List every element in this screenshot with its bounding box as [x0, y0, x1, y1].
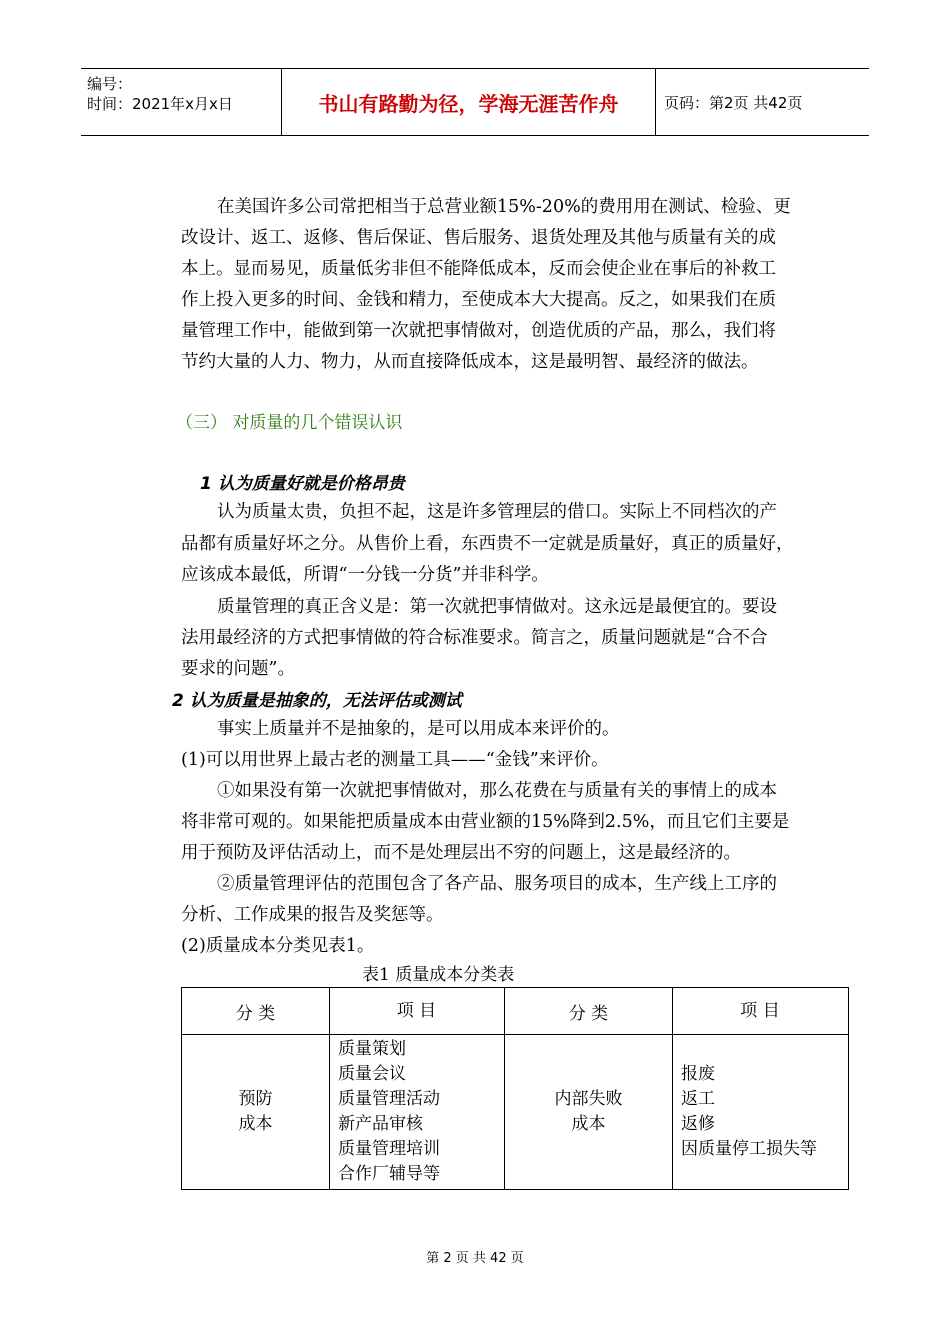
section-title: （三） 对质量的几个错误认识 — [176, 413, 403, 433]
paragraph-line: 事实上质量并不是抽象的，是可以用成本来评价的。 — [217, 719, 620, 739]
paragraph-line: 质量管理的真正含义是：第一次就把事情做对。这永远是最便宜的。要设 — [217, 597, 777, 617]
paragraph-line: 用于预防及评估活动上，而不是处理层出不穷的问题上，这是最经济的。 — [181, 843, 741, 863]
item-text: 新产品审核 — [337, 1114, 423, 1134]
category-prevention — [182, 1035, 330, 1190]
paragraph-line: 认为质量太贵，负担不起，这是许多管理层的借口。实际上不同档次的产 — [217, 502, 777, 522]
paragraph-line: 将非常可观的。如果能把质量成本由营业额的15%降到2.5%，而且它们主要是 — [181, 812, 790, 832]
item-text: 质量管理活动 — [337, 1089, 440, 1109]
header-page-cell — [656, 69, 869, 135]
paragraph-line: 作上投入更多的时间、金钱和精力，至使成本大大提高。反之，如果我们在质 — [181, 290, 776, 310]
paragraph-line: 改设计、返工、返修、售后保证、售后服务、退货处理及其他与质量有关的成 — [181, 228, 776, 248]
paragraph-line: 本上。显而易见，质量低劣非但不能降低成本，反而会使企业在事后的补救工 — [181, 259, 776, 279]
time-label: 时间：2021年x月x日 — [87, 95, 233, 113]
subheading-1: 1 认为质量好就是价格昂贵 — [200, 474, 405, 494]
items-internal-failure — [673, 1035, 849, 1190]
table-header-row — [182, 988, 849, 1035]
header-motto-cell — [282, 69, 656, 135]
paragraph-line: ①如果没有第一次就把事情做对，那么花费在与质量有关的事情上的成本 — [217, 781, 777, 801]
item-text: 质量策划 — [337, 1039, 406, 1059]
table-row — [182, 1035, 849, 1190]
paragraph-line: 要求的问题”。 — [181, 659, 295, 679]
table-caption: 表1 质量成本分类表 — [362, 965, 515, 985]
items-prevention — [329, 1035, 504, 1190]
quality-cost-table — [181, 987, 849, 1190]
header-cell: 项 目 — [673, 988, 849, 1035]
paragraph-line: (2)质量成本分类见表1。 — [181, 936, 375, 956]
paragraph-line: 节约大量的人力、物力，从而直接降低成本，这是最明智、最经济的做法。 — [181, 352, 759, 372]
paragraph-line: 在美国许多公司常把相当于总营业额15%-20%的费用用在测试、检验、更 — [217, 197, 791, 217]
paragraph-line: 应该成本最低，所谓“一分钱一分货”并非科学。 — [181, 565, 549, 585]
item-text: 因质量停工损失等 — [681, 1139, 817, 1159]
category-internal-failure — [504, 1035, 672, 1190]
paragraph-line: (1)可以用世界上最古老的测量工具——“金钱”来评价。 — [181, 750, 609, 770]
subheading-2: 2 认为质量是抽象的，无法评估或测试 — [172, 691, 462, 711]
page-header — [81, 68, 869, 136]
paragraph-line: 分析、工作成果的报告及奖惩等。 — [181, 905, 444, 925]
header-cell: 分 类 — [504, 988, 672, 1035]
category-text: 预防 — [238, 1089, 273, 1109]
header-cell: 项 目 — [329, 988, 504, 1035]
category-text: 成本 — [571, 1114, 606, 1134]
item-text: 合作厂辅导等 — [337, 1164, 440, 1184]
page-footer: 第 2 页 共 42 页 — [426, 1251, 524, 1266]
paragraph-line: 法用最经济的方式把事情做的符合标准要求。简言之，质量问题就是“合不合 — [181, 628, 768, 648]
page-label: 页码：第2页 共42页 — [664, 93, 803, 112]
paragraph-line: ②质量管理评估的范围包含了各产品、服务项目的成本，生产线上工序的 — [217, 874, 777, 894]
header-cell: 分 类 — [182, 988, 330, 1035]
item-text: 返修 — [681, 1114, 715, 1134]
paragraph-line: 品都有质量好坏之分。从售价上看，东西贵不一定就是质量好，真正的质量好， — [181, 534, 794, 554]
motto: 书山有路勤为径，学海无涯苦作舟 — [318, 91, 619, 116]
category-text: 内部失败 — [554, 1089, 623, 1109]
item-text: 报废 — [681, 1064, 715, 1084]
code-label: 编号： — [87, 75, 133, 93]
category-text: 成本 — [238, 1114, 273, 1134]
header-meta — [81, 69, 282, 135]
paragraph-line: 量管理工作中，能做到第一次就把事情做对，创造优质的产品，那么，我们将 — [181, 321, 776, 341]
item-text: 质量会议 — [337, 1064, 406, 1084]
item-text: 返工 — [681, 1089, 715, 1109]
item-text: 质量管理培训 — [337, 1139, 440, 1159]
